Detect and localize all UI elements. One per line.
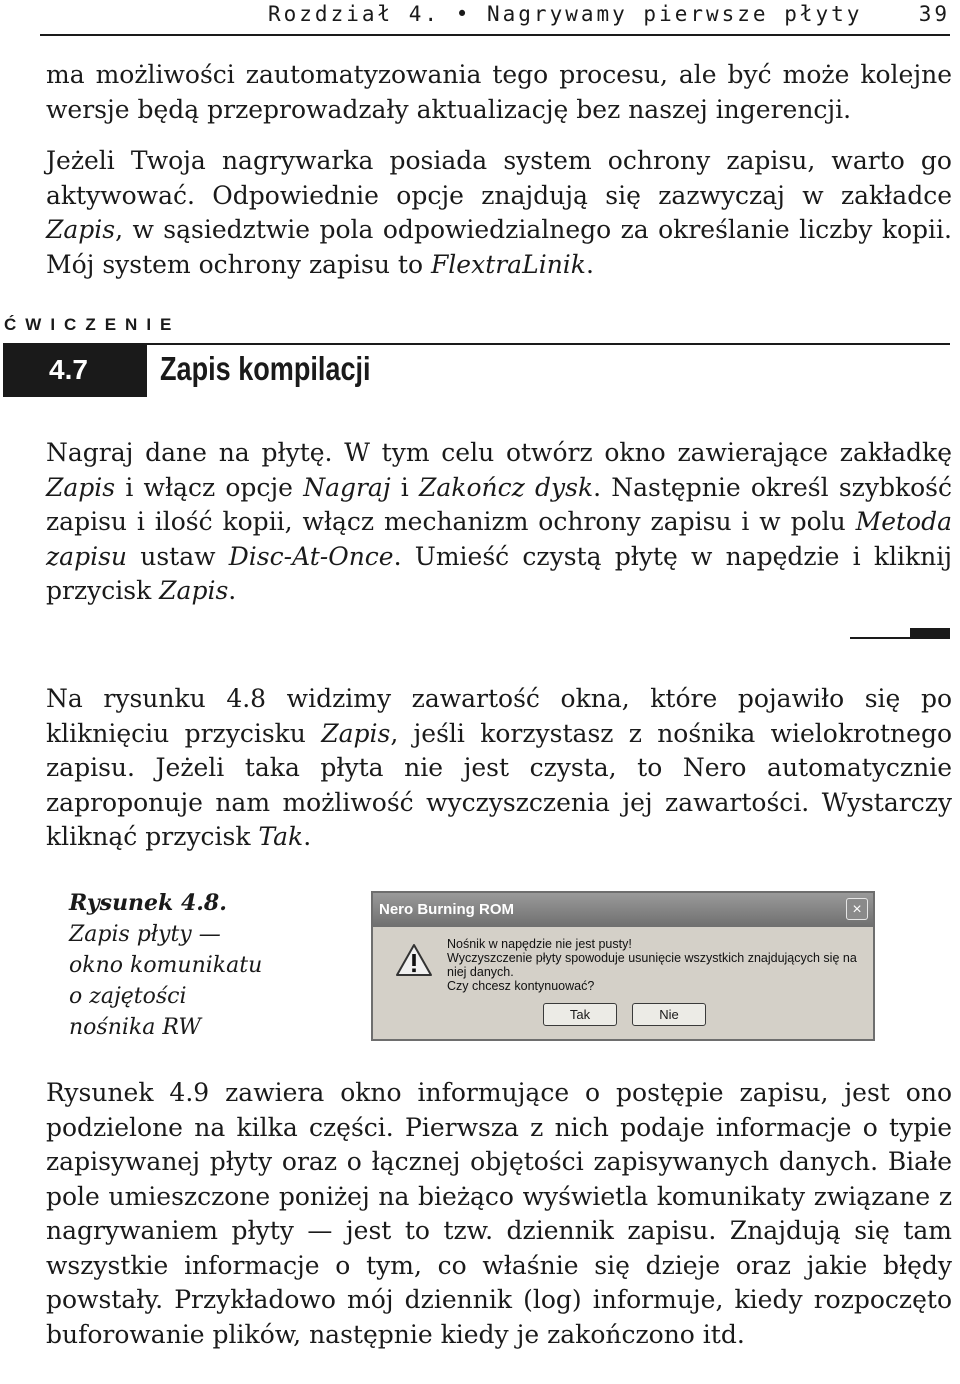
exercise-rule <box>147 343 950 345</box>
exercise-body <box>46 436 952 609</box>
text: Na rysunku 4.8 widzimy zawartość okna, które pojawiło się po kliknięciu przycisku <box>46 684 952 748</box>
figure-caption <box>69 888 339 1043</box>
emphasis: Zapis <box>159 576 229 605</box>
text: Jeżeli Twoja nagrywarka posiada system ochrony zapisu, warto go aktywować. Odpowiednie opcje znajdują się zazwyczaj w zakładce <box>46 146 952 210</box>
exercise-label: ĆWICZENIE <box>4 315 181 334</box>
text: . <box>303 822 312 851</box>
exercise-number: 4.7 <box>3 343 147 397</box>
no-button[interactable]: Nie <box>632 1003 706 1026</box>
text: . Następnie określ szybkość zapisu i ilość kopii, włącz mechanizm ochrony zapisu i w polu <box>46 472 952 536</box>
end-mark-block <box>910 628 950 639</box>
paragraph-1: ma możliwości zautomatyzowania tego procesu, ale być może kolejne wersje będą przeprowadzały aktualizację bez naszej ingerencji. <box>46 60 952 124</box>
emphasis: Zapis <box>46 472 116 502</box>
message-line: Nośnik w napędzie nie jest pusty! <box>447 937 632 951</box>
emphasis: Disc-At-Once <box>228 541 394 571</box>
page-number: 39 <box>918 2 950 26</box>
caption-line: o zajętości <box>69 984 187 1009</box>
paragraph-4 <box>46 682 952 855</box>
running-header <box>40 0 950 36</box>
caption-line: Zapis płyty — <box>69 922 221 947</box>
nero-dialog <box>371 891 875 1041</box>
text: ustaw <box>127 541 229 571</box>
emphasis: Zakończ dysk <box>419 472 594 502</box>
text: i <box>390 472 420 502</box>
message-line: Czy chcesz kontynuować? <box>447 979 595 993</box>
emphasis: Tak <box>258 822 304 851</box>
emphasis: Zapis <box>46 215 116 244</box>
caption-line: okno komunikatu <box>69 953 263 978</box>
dialog-title: Nero Burning ROM <box>379 901 514 918</box>
text: . <box>585 249 594 279</box>
text: i włącz opcje <box>115 472 304 502</box>
text: Nagraj dane na płytę. W tym celu otwórz okno zawierające zakładkę <box>46 438 952 467</box>
exercise-title: Zapis kompilacji <box>160 350 371 387</box>
text: , jeśli korzystasz z nośnika wielokrotnego zapisu. Jeżeli taka płyta nie jest czysta, to Nero automatycznie zaproponuje nam możliwość wyczyszczenia jej zawartości. Wystarczy kliknąć przycisk <box>46 718 953 851</box>
yes-button[interactable]: Tak <box>543 1003 617 1026</box>
dialog-titlebar[interactable] <box>373 893 873 927</box>
end-mark-line <box>850 637 910 639</box>
emphasis: FlextraLinik <box>430 249 586 279</box>
emphasis: Nagraj <box>303 472 391 502</box>
dialog-message <box>447 937 873 993</box>
caption-title: Rysunek 4.8. <box>69 890 227 916</box>
message-line: Wyczyszczenie płyty spowoduje usunięcie wszystkich znajdujących się na niej danych. <box>447 951 857 979</box>
caption-line: nośnika RW <box>69 1015 202 1040</box>
warning-icon <box>395 943 433 977</box>
close-icon[interactable]: × <box>846 898 868 920</box>
text: . Umieść czystą płytę w napędzie i kliknij przycisk <box>46 541 952 605</box>
paragraph-2 <box>46 144 952 282</box>
exercise-end-mark <box>850 628 950 640</box>
emphasis: Metoda zapisu <box>46 507 952 571</box>
emphasis: Zapis <box>321 718 391 748</box>
chapter-title: Rozdział 4. • Nagrywamy pierwsze płyty <box>268 2 863 26</box>
paragraph-5: Rysunek 4.9 zawiera okno informujące o postępie zapisu, jest ono podzielone na kilka części. Pierwsza z nich podaje informacje o typie zapisywanej płyty oraz o łącznej objętości zapisywanych danych. Białe pole umieszczone poniżej na bieżąco wyświetla komunikaty związane z nagrywaniem płyty — jest to tzw. dziennik zapisu. Znajdują się tam wszystkie informacje o tym, co właśnie się dzieje oraz jakie błędy powstały. Przykładowo mój dziennik (log) informuje, kiedy rozpoczęto buforowanie plików, następnie kiedy je zakończono itd. <box>46 1078 952 1349</box>
text: . <box>228 576 237 605</box>
text: , w sąsiedztwie pola odpowiedzialnego za określanie liczby kopii. Mój system ochrony zapisu to <box>46 215 952 279</box>
